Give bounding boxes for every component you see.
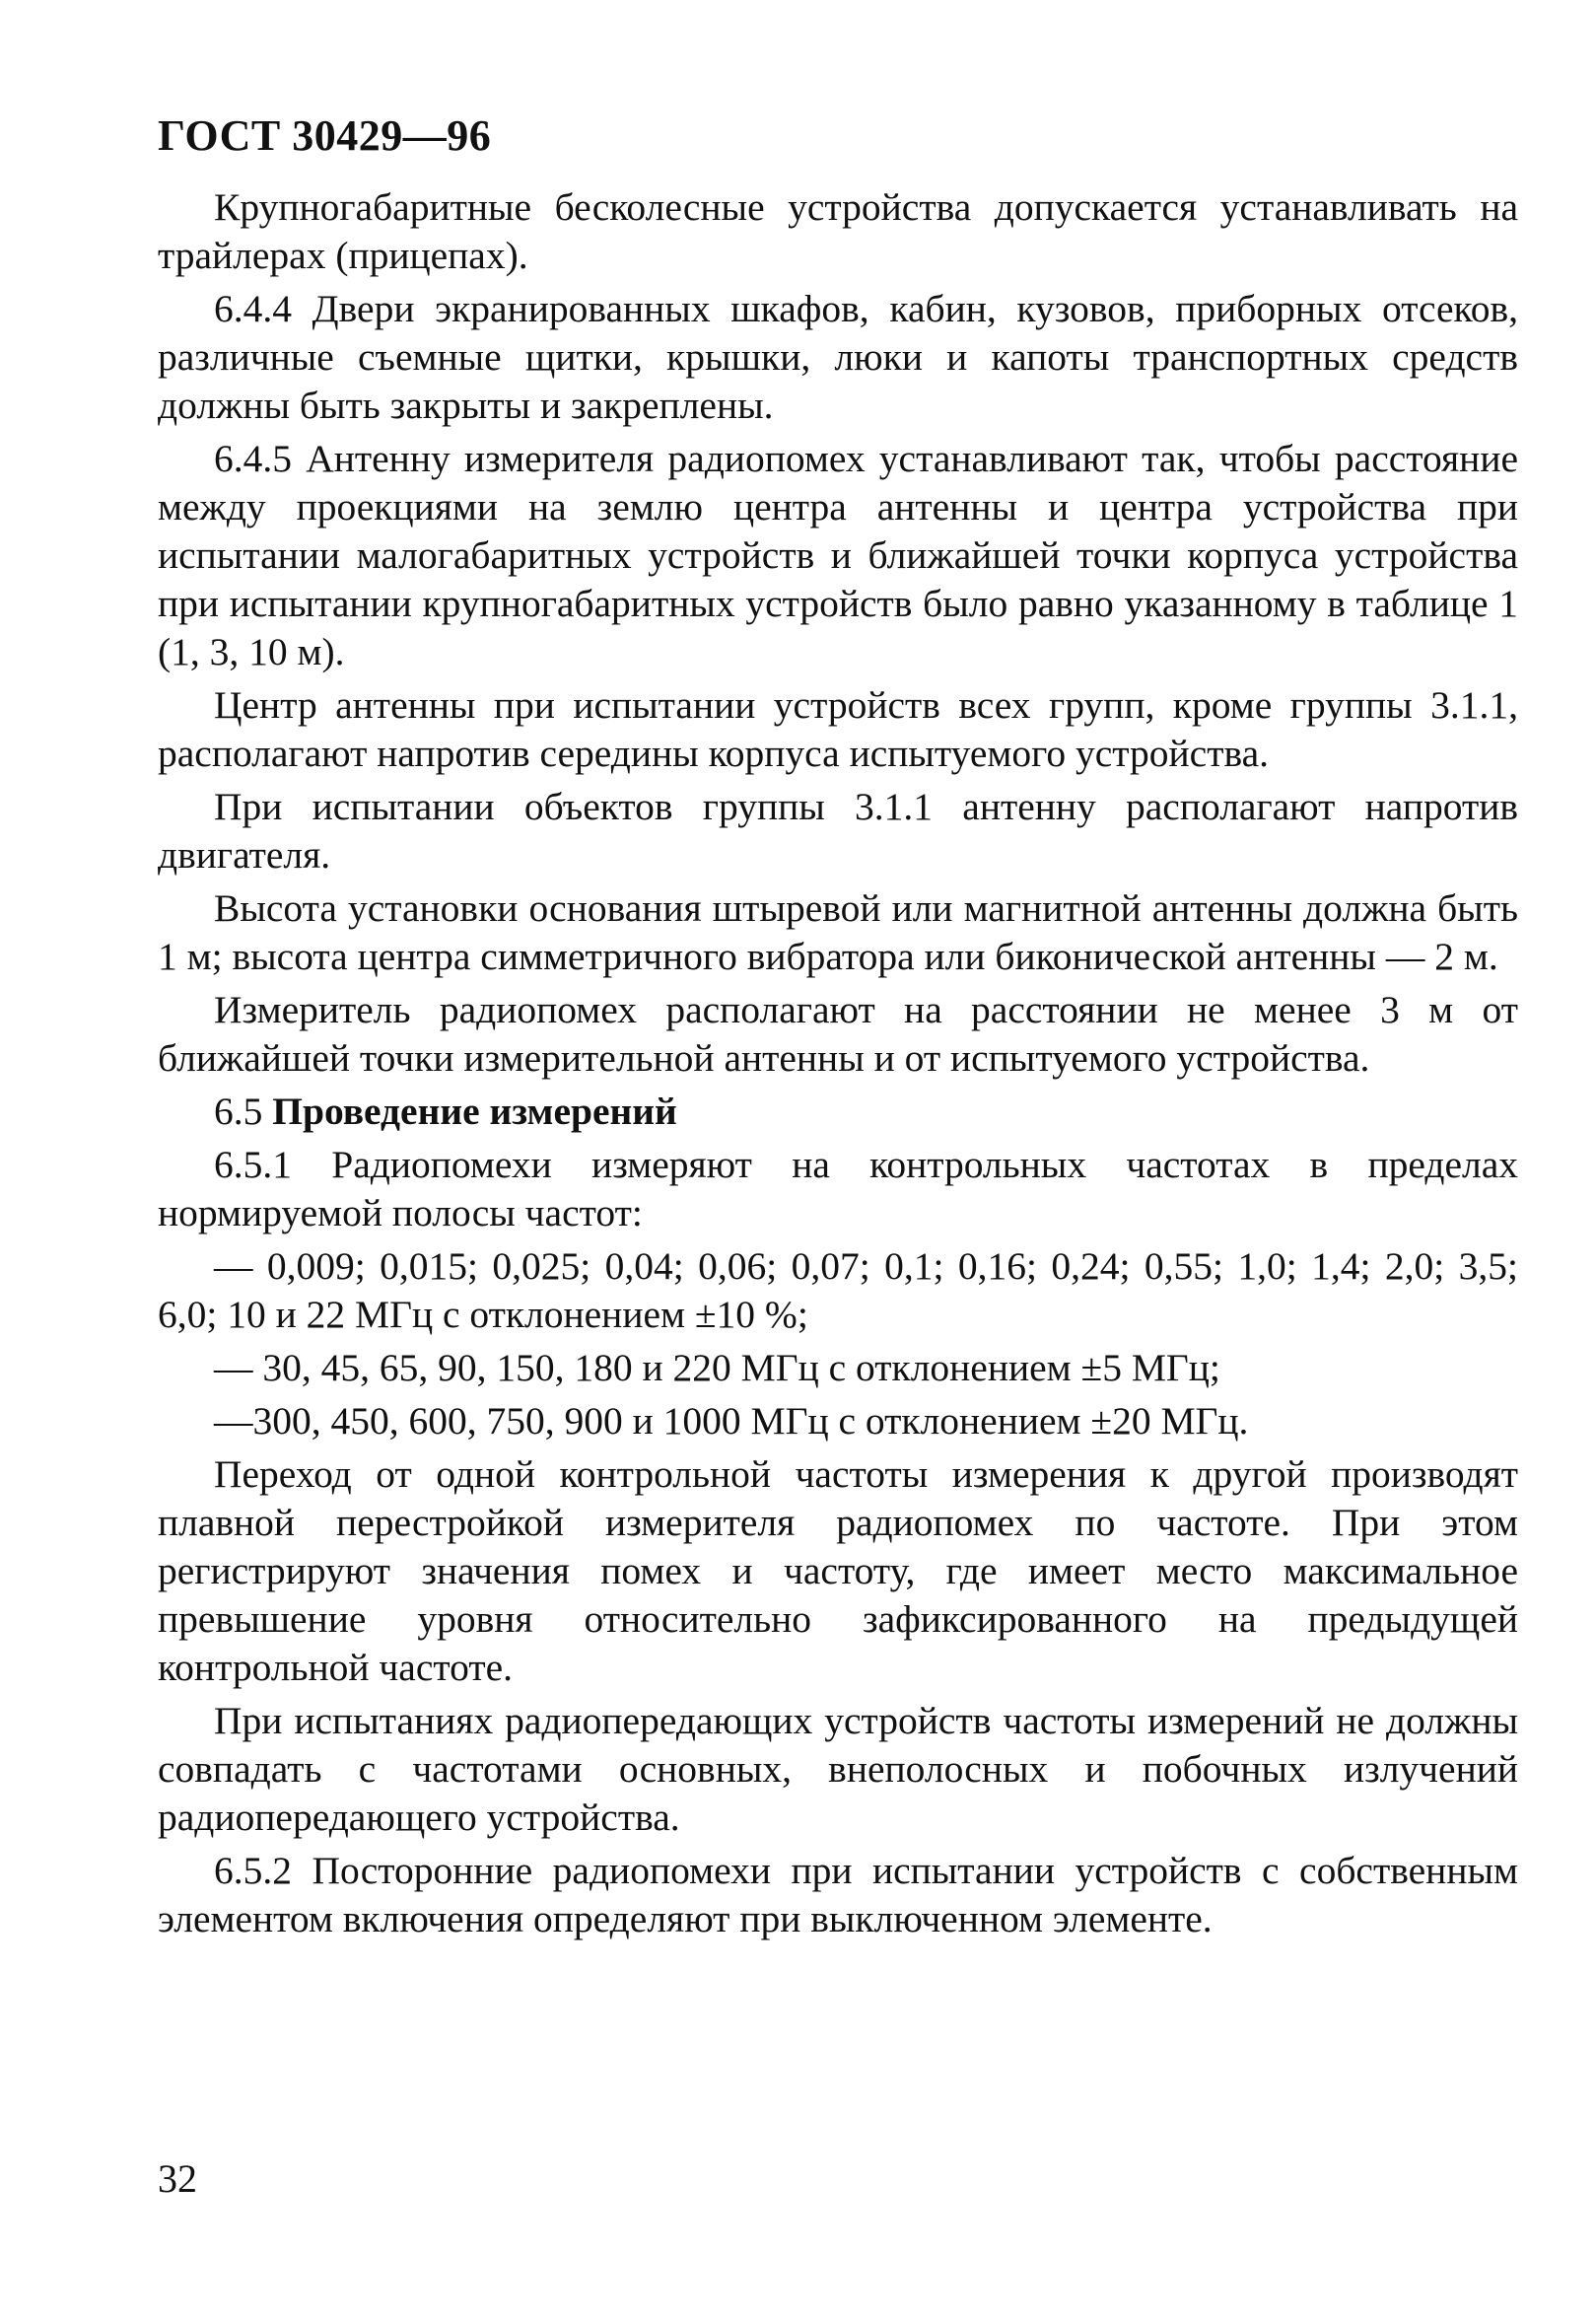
paragraph-meter-distance: Измеритель радиопомех располагают на расстоянии не менее 3 м от ближайшей точки измерительной антенны и от испытуемого устройства. xyxy=(158,988,1518,1080)
section-number: 6.5 xyxy=(214,1090,263,1133)
page-number: 32 xyxy=(158,2156,197,2201)
list-item-frequencies-2: — 30, 45, 65, 90, 150, 180 и 220 МГц с отклонением ±5 МГц; xyxy=(214,1346,1220,1389)
paragraph-6-4-5: 6.4.5 Антенну измерителя радиопомех устанавливают так, чтобы расстояние между проекциями на землю центра антенны и центра устройства при испытании малогабаритных устройств и ближайшей точки корпуса устройства при испытании крупногабаритных устройств было равно указанному в таблице 1 (1, 3, 10 м). xyxy=(158,437,1518,673)
list-item-frequencies-3: —300, 450, 600, 750, 900 и 1000 МГц с отклонением ±20 МГц. xyxy=(214,1399,1249,1443)
paragraph-6-5-2: 6.5.2 Посторонние радиопомехи при испытании устройств с собственным элементом включения определяют при выключенном элементе. xyxy=(158,1849,1518,1940)
paragraph-group-3-1-1: При испытании объектов группы 3.1.1 антенну располагают напротив двигателя. xyxy=(158,785,1518,877)
paragraph-6-4-4: 6.4.4 Двери экранированных шкафов, кабин, кузовов, приборных отсеков, различные съемные щитки, крышки, люки и капоты транспортных средств должны быть закрыты и закреплены. xyxy=(158,287,1518,427)
section-heading-6-5 xyxy=(158,1088,1518,1136)
document-header: ГОСТ 30429—96 xyxy=(158,111,492,160)
paragraph-radio-transmitters: При испытаниях радиопередающих устройств частоты измерений не должны совпадать с частотами основных, внеполосных и побочных излучений радиопередающего устройства. xyxy=(158,1699,1518,1839)
paragraph-frequency-transition: Переход от одной контрольной частоты измерения к другой производят плавной перестройкой измерителя радиопомех по частоте. При этом регистрируют значения помех и частоту, где имеет место максимальное превышение уровня относительно зафиксированного на предыдущей контрольной частоте. xyxy=(158,1452,1518,1689)
paragraph-antenna-height: Высота установки основания штыревой или магнитной антенны должна быть 1 м; высота центра симметричного вибратора или биконической антенны — 2 м. xyxy=(158,886,1518,978)
section-title: Проведение измерений xyxy=(272,1090,677,1133)
paragraph-6-5-1: 6.5.1 Радиопомехи измеряют на контрольных частотах в пределах нормируемой полосы частот: xyxy=(158,1143,1518,1234)
paragraph-large-devices-trailers: Крупногабаритные бесколесные устройства допускается устанавливать на трайлерах (прицепах). xyxy=(158,185,1518,277)
paragraph-antenna-center: Центр антенны при испытании устройств всех групп, кроме группы 3.1.1, располагают напротив середины корпуса испытуемого устройства. xyxy=(158,683,1518,775)
list-item-frequencies-1: — 0,009; 0,015; 0,025; 0,04; 0,06; 0,07; 0,1; 0,16; 0,24; 0,55; 1,0; 1,4; 2,0; 3,5; 6,0; 10 и 22 МГц с отклонением ±10 %; xyxy=(158,1244,1518,1336)
document-body xyxy=(158,183,1518,1948)
